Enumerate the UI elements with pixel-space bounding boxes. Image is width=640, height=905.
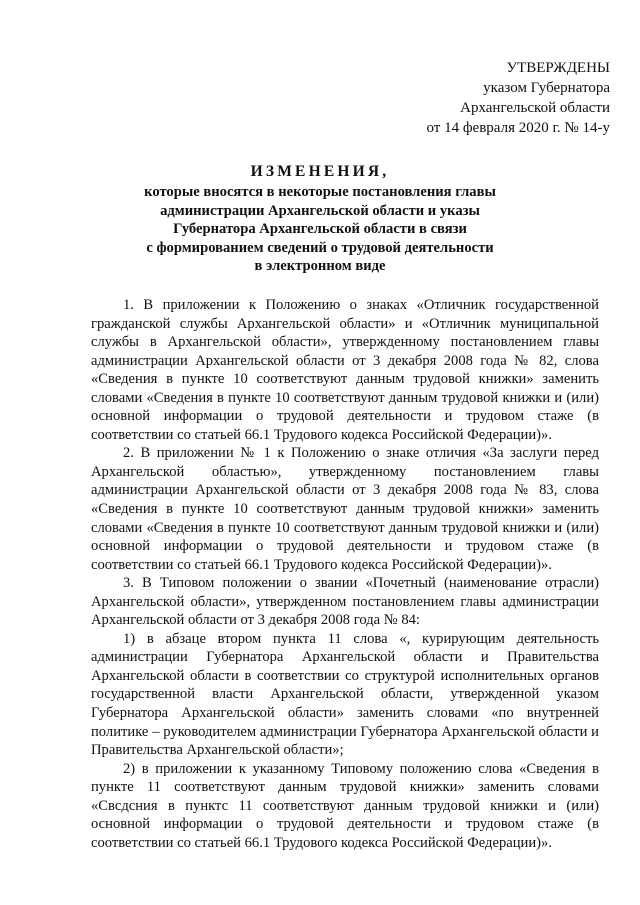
approval-line: указом Губернатора	[483, 80, 610, 96]
heading-title: ИЗМЕНЕНИЯ,	[250, 163, 390, 180]
approval-line: от 14 февраля 2020 г. № 14-у	[426, 120, 610, 136]
paragraph: 2. В приложении № 1 к Положению о знаке отличия «За заслуги перед Архангельской областью», утвержденному постановлением главы администрации Архангельской области от 3 декабря 2008 года № 83, слова «Сведения в пункте 10 соответствуют данным трудовой книжки» заменить словами «Сведения в пункте 10 соответствуют данным трудовой книжки и (или) основной информации о трудовой деятельности и трудовом стаже (в соответствии со статьей 66.1 Трудового кодекса Российской Федерации)».	[91, 445, 599, 573]
heading-line: в электронном виде	[254, 258, 386, 275]
document-body	[91, 296, 599, 852]
paragraph: 2) в приложении к указанному Типовому положению слова «Сведения в пункте 11 соответствуют данным трудовой книжки» заменить словами «Свсдсния в пунктс 11 соответствуют данным трудовой книжки и (или) основной информации о трудовой деятельности и трудовом стаже (в соответствии со статьей 66.1 Трудового кодекса Российской Федерации)».	[91, 760, 599, 851]
approval-line: Архангельской области	[460, 100, 610, 116]
heading-line: администрации Архангельской области и указы	[160, 202, 480, 219]
approval-title: УТВЕРЖДЕНЫ	[506, 60, 610, 76]
heading-line: которые вносятся в некоторые постановления главы	[144, 184, 496, 200]
paragraph: 1) в абзаце втором пункта 11 слова «, курирующим деятельность администрации Губернатора Архангельской области и Правительства Архангельской области в соответствии со структурой исполнительных органов государственной власти Архангельской области, утвержденной указом Губернатора Архангельской области» заменить словами «по внутренней политике – руководителем администрации Губернатора Архангельской области и Правительства Архангельской области»;	[91, 630, 599, 759]
heading-line: с формированием сведений о трудовой деятельности	[146, 239, 494, 256]
document-heading	[110, 162, 530, 276]
approval-block	[340, 58, 610, 138]
paragraph: 1. В приложении к Положению о знаках «Отличник государственной гражданской службы Архангельской области» и «Отличник муниципальной службы в Архангельской области», утвержденному постановлением главы администрации Архангельской области от 3 декабря 2008 года № 82, слова «Сведения в пункте 10 соответствуют данным трудовой книжки» заменить словами «Сведения в пункте 10 соответствуют данным трудовой книжки и (или) основной информации о трудовой деятельности и трудовом стаже (в соответствии со статьей 66.1 Трудового кодекса Российской Федерации)».	[91, 297, 599, 443]
paragraph: 3. В Типовом положении о звании «Почетный (наименование отрасли) Архангельской области», утвержденном постановлением главы администрации Архангельской области от 3 декабря 2008 года № 84:	[91, 575, 599, 629]
heading-line: Губернатора Архангельской области в связи	[173, 221, 467, 238]
